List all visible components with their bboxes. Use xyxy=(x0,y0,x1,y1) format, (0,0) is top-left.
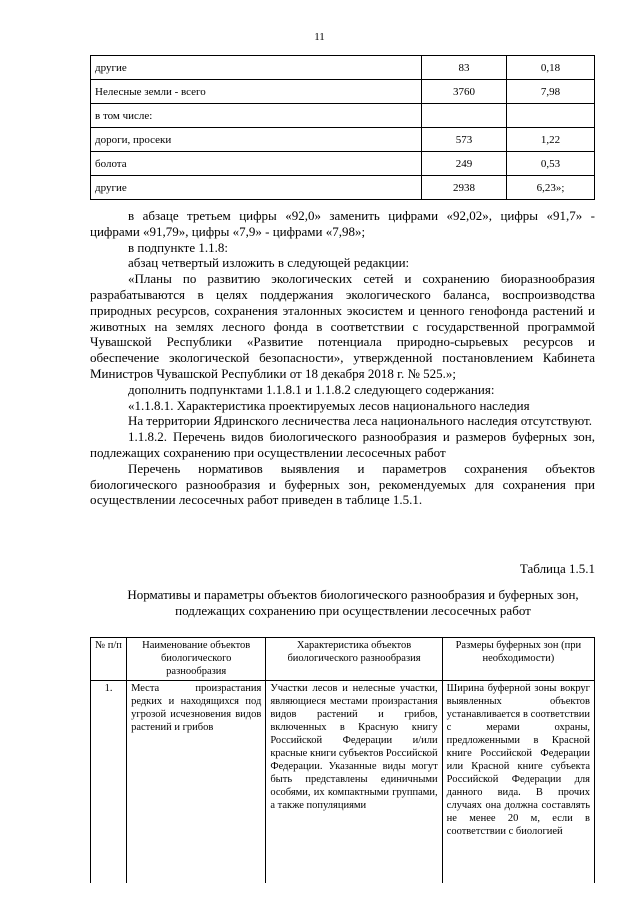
biodiversity-table xyxy=(90,637,595,883)
land-category-percent: 1,22 xyxy=(507,128,595,152)
paragraph: абзац четвертый изложить в следующей редакции: xyxy=(128,255,410,271)
table-row xyxy=(91,128,595,152)
row-number: 1. xyxy=(91,681,127,884)
table-row xyxy=(91,56,595,80)
land-category-percent: 0,18 xyxy=(507,56,595,80)
table-row xyxy=(91,681,595,884)
land-category-area: 249 xyxy=(422,152,507,176)
land-category-name: Нелесные земли - всего xyxy=(91,80,422,104)
table-header-row xyxy=(91,638,595,681)
land-category-percent: 7,98 xyxy=(507,80,595,104)
table-row xyxy=(91,80,595,104)
land-category-name: болота xyxy=(91,152,422,176)
land-category-area: 573 xyxy=(422,128,507,152)
object-name: Места произрастания редких и находящихся под угрозой исчезновения видов растений и грибов xyxy=(127,681,266,884)
land-category-percent: 0,53 xyxy=(507,152,595,176)
land-category-name: дороги, просеки xyxy=(91,128,422,152)
land-category-percent: 6,23»; xyxy=(507,176,595,200)
land-category-area: 83 xyxy=(422,56,507,80)
object-description: Участки лесов и нелесные участки, являющиеся местами произрастания видов растений и грибов, включенных в Красную книгу Российской Федерации и/или красные книги субъектов Российской Федерации. Указанные виды могут быть представлены единичными особями, их компактными группами, а также популяциями xyxy=(266,681,442,884)
paragraph: «1.1.8.1. Характеристика проектируемых лесов национального наследия xyxy=(128,397,530,413)
column-header-number: № п/п xyxy=(91,638,127,681)
table-title: Нормативы и параметры объектов биологического разнообразия и буферных зон, подлежащих сохранению при осуществлении лесосечных работ xyxy=(127,587,579,618)
amendment-text xyxy=(90,208,595,508)
column-header-name: Наименование объектов биологического разнообразия xyxy=(127,638,266,681)
buffer-zone-size: Ширина буферной зоны вокруг выявленных объектов устанавливается в соответствии с мерами охраны, предложенными в Красной книге Российской Федерации или Красной книге субъекта Российской Федерации для данного вида. В прочих случаях она должна составлять не менее 20 м, если в соответствии с биологией xyxy=(442,681,594,884)
table-row xyxy=(91,104,595,128)
land-category-percent xyxy=(507,104,595,128)
land-category-table xyxy=(90,55,595,200)
land-category-area: 2938 xyxy=(422,176,507,200)
table-row xyxy=(91,152,595,176)
page-number: 11 xyxy=(314,31,325,43)
paragraph: «Планы по развитию экологических сетей и сохранению биоразнообразия разрабатываются в целях поддержания экологического баланса, воспроизводства природных ресурсов, сохранения эталонных экосистем и ценного генофонда растений и животных на землях лесного фонда в соответствии с государственной программой Чувашской Республики «Развитие потенциала природно-сырьевых ресурсов и обеспечение экологической безопасности», утвержденной постановлением Кабинета Министров Чувашской Республики от 18 декабря 2018 г. № 525.»; xyxy=(90,271,595,381)
paragraph: На территории Ядринского лесничества леса национального наследия отсутствуют. xyxy=(128,413,592,429)
table-row xyxy=(91,176,595,200)
paragraph: в абзаце третьем цифры «92,0» заменить цифрами «92,02», цифры «91,7» - цифрами «91,79», цифры «7,9» - цифрами «7,98»; xyxy=(90,208,595,239)
land-category-name: в том числе: xyxy=(91,104,422,128)
land-category-name: другие xyxy=(91,176,422,200)
table-caption: Таблица 1.5.1 xyxy=(519,561,595,576)
paragraph: дополнить подпунктами 1.1.8.1 и 1.1.8.2 следующего содержания: xyxy=(128,381,495,397)
land-category-area: 3760 xyxy=(422,80,507,104)
column-header-buffer: Размеры буферных зон (при необходимости) xyxy=(442,638,594,681)
land-category-name: другие xyxy=(91,56,422,80)
land-category-area xyxy=(422,104,507,128)
paragraph: в подпункте 1.1.8: xyxy=(128,239,228,255)
paragraph: 1.1.8.2. Перечень видов биологического разнообразия и размеров буферных зон, подлежащих сохранению при осуществлении лесосечных работ xyxy=(90,429,595,460)
paragraph: Перечень нормативов выявления и параметров сохранения объектов биологического разнообразия и буферных зон, рекомендуемых для сохранения при осуществлении лесосечных работ приведен в таблице 1.5.1. xyxy=(90,460,595,508)
column-header-description: Характеристика объектов биологического разнообразия xyxy=(266,638,442,681)
